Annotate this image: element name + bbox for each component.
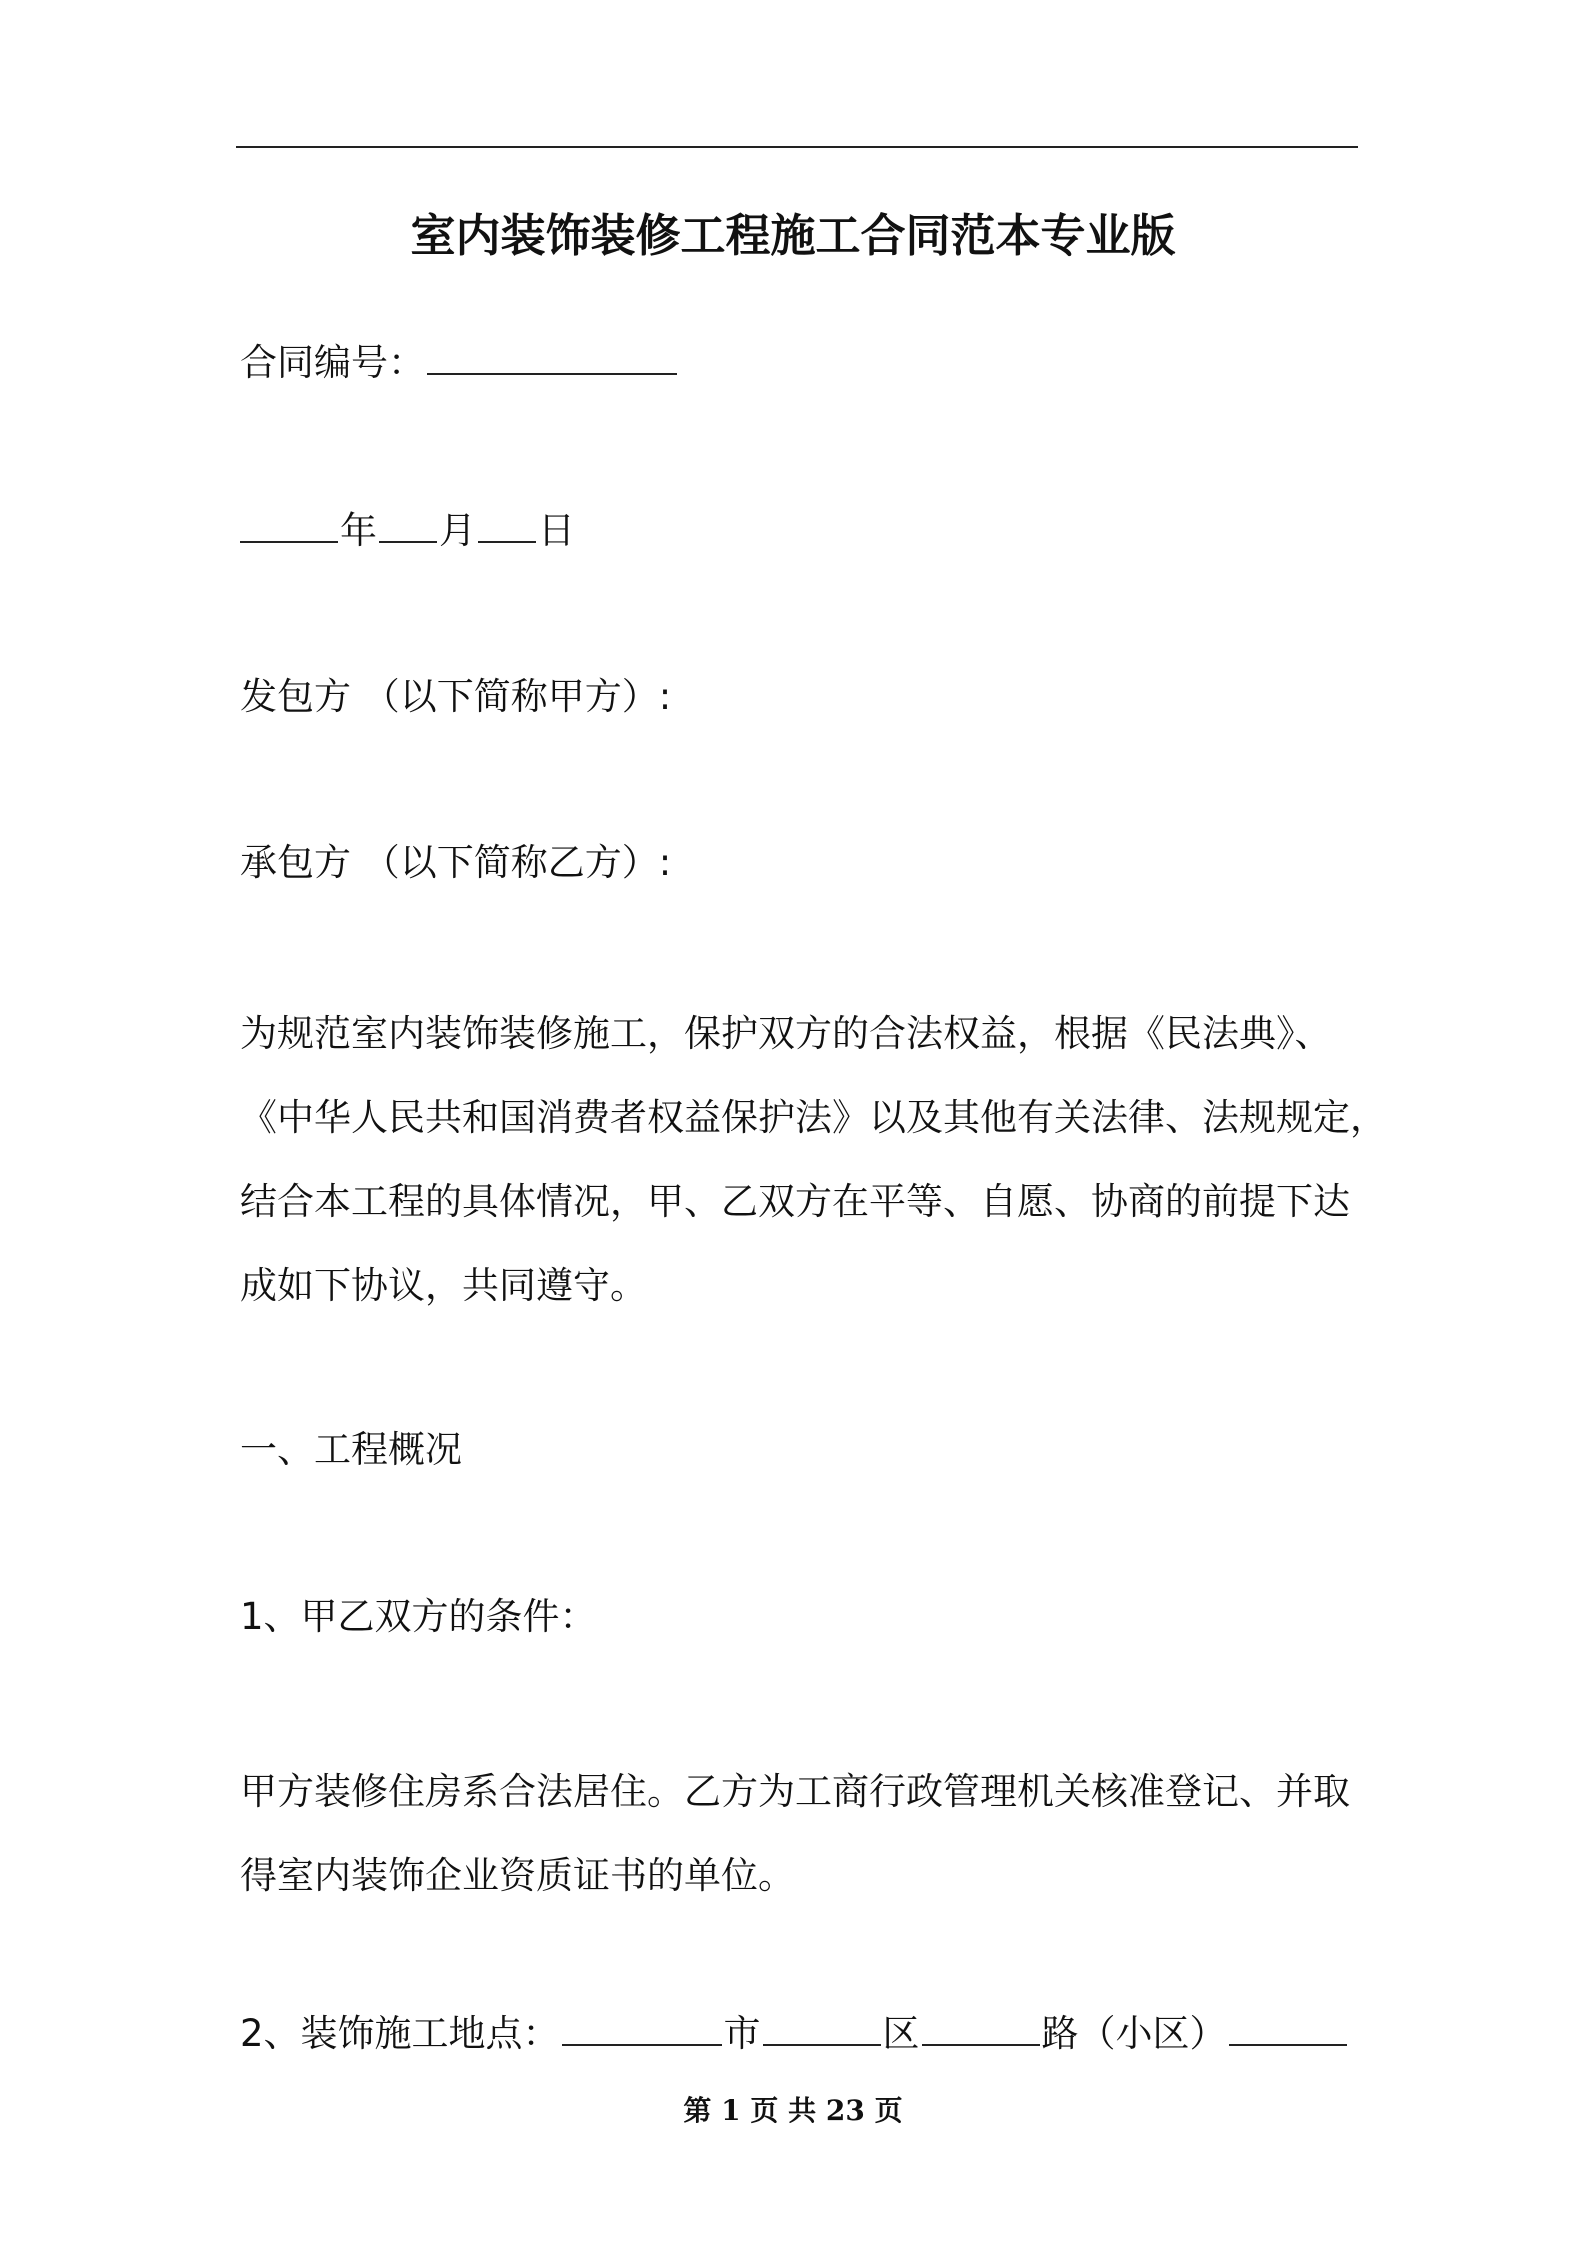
preamble-line: 《中华人民共和国消费者权益保护法》以及其他有关法律、法规规定， [240,1096,1387,1139]
year-label: 年 [340,509,377,552]
item2-location-line [240,2008,1349,2059]
contract-number-blank [427,337,677,375]
date-line [240,505,575,556]
year-blank [240,505,338,543]
preamble-line: 成如下协议，共同遵守。 [240,1264,647,1307]
contract-number-line [240,337,679,388]
district-label: 区 [882,2012,920,2055]
preamble-line: 为规范室内装饰装修施工，保护双方的合法权益，根据《民法典》、 [240,1012,1332,1055]
document-title: 室内装饰装修工程施工合同范本专业版 [410,209,1176,262]
community-blank [1229,2008,1347,2046]
month-label: 月 [439,509,476,552]
day-label: 日 [538,509,575,552]
item1-paragraph [240,1750,1390,1918]
city-label: 市 [723,2012,761,2055]
item1-line: 得室内装饰企业资质证书的单位。 [240,1854,795,1897]
day-blank [478,505,536,543]
item2-label: 2、装饰施工地点： [240,2012,560,2055]
preamble-paragraph [240,992,1390,1328]
district-blank [763,2008,881,2046]
header-rule [236,146,1358,148]
item1-line: 甲方装修住房系合法居住。乙方为工商行政管理机关核准登记、并取 [240,1770,1350,1813]
contract-number-label: 合同编号： [240,341,425,384]
section1-heading: 一、工程概况 [240,1428,462,1471]
page-indicator: 第 1 页 共 23 页 [683,2094,903,2127]
road-label: 路（小区） [1041,2012,1227,2055]
month-blank [379,505,437,543]
preamble-line: 结合本工程的具体情况，甲、乙双方在平等、自愿、协商的前提下达 [240,1180,1350,1223]
road-blank [922,2008,1040,2046]
item1-heading: 1、甲乙双方的条件： [240,1595,597,1638]
party-b-line: 承包方 （以下简称乙方）: [240,841,672,884]
city-blank [562,2008,722,2046]
party-a-line: 发包方 （以下简称甲方）: [240,675,672,718]
